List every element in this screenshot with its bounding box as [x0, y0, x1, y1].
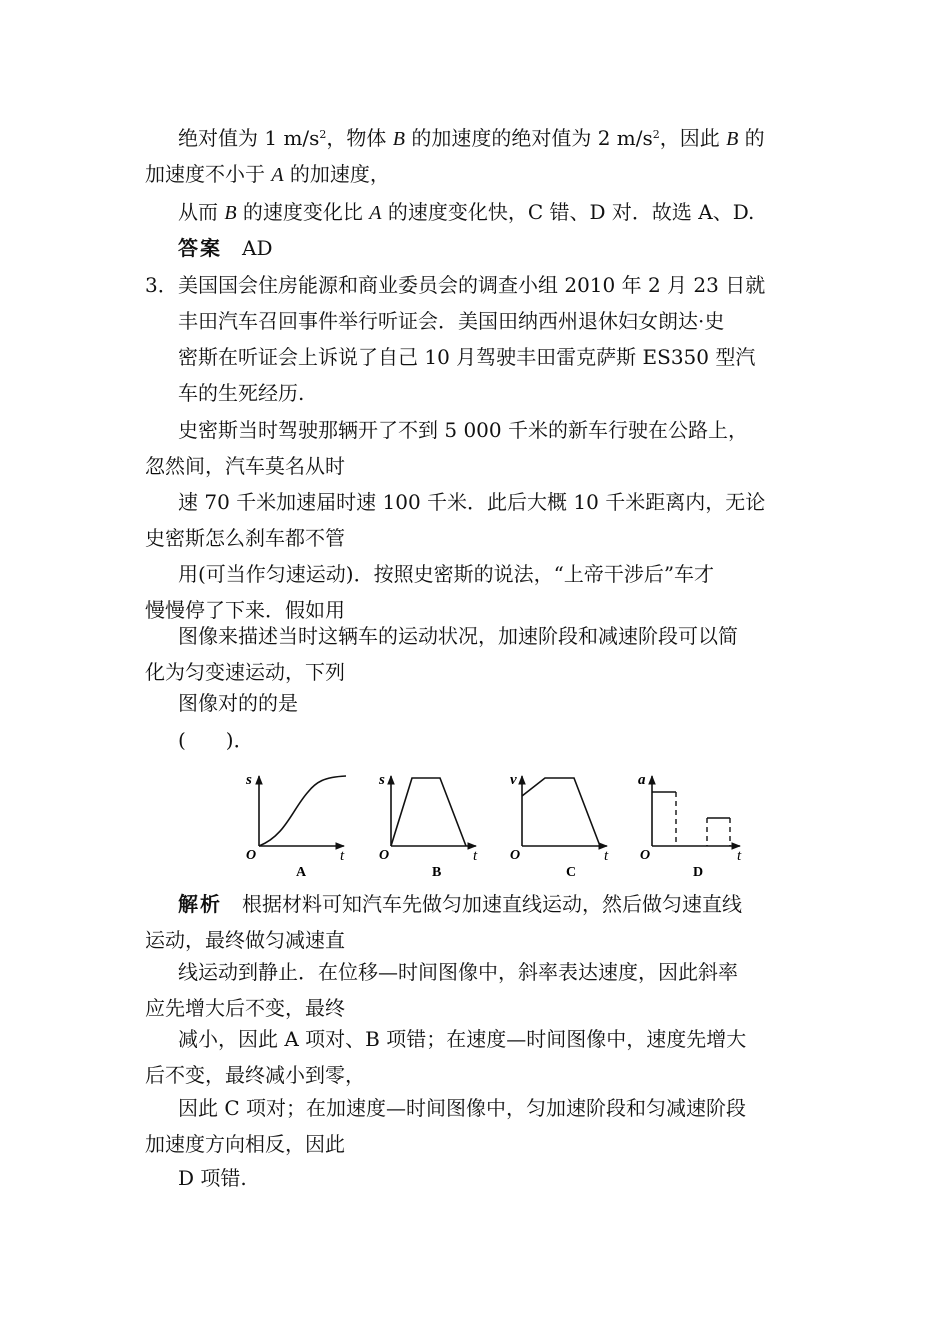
graph-c	[510, 772, 609, 880]
graph-b-origin: O	[379, 848, 390, 863]
analysis-line-3b: 后不变，最终减小到零，	[145, 1063, 365, 1087]
graph-b	[378, 772, 478, 880]
graph-b-x-label: t	[473, 848, 478, 864]
analysis-line-2a: 线运动到静止．在位移—时间图像中，斜率表达速度，因此斜率	[178, 960, 738, 984]
solution-line-3: 从而 B 的速度变化比 A 的速度变化快，C 错、D 对．故选 A、D.	[178, 200, 755, 224]
graph-b-caption: B	[432, 865, 442, 880]
graph-a-origin: O	[246, 848, 257, 863]
graph-options-svg	[240, 770, 760, 882]
graph-c-line	[522, 778, 600, 846]
graph-a-curve	[259, 776, 346, 846]
para-line-3a: 用(可当作匀速运动)．按照史密斯的说法，“上帝干涉后”车才	[178, 562, 715, 586]
question-line-4: 车的生死经历.	[178, 381, 305, 405]
graph-a-y-label: s	[246, 772, 252, 788]
question-line-2: 丰田汽车召回事件举行听证会．美国田纳西州退休妇女朗达·史	[178, 309, 725, 333]
analysis-line-5: D 项错.	[178, 1166, 247, 1190]
para-line-2a: 速 70 千米加速届时速 100 千米．此后大概 10 千米距离内，无论	[178, 490, 766, 514]
graph-d-origin: O	[640, 848, 651, 863]
graph-d	[638, 772, 742, 880]
analysis-line-4a: 因此 C 项对；在加速度—时间图像中，匀加速阶段和匀减速阶段	[178, 1096, 747, 1120]
answer-line	[178, 233, 843, 263]
graph-c-origin: O	[510, 848, 521, 863]
para-line-1b: 忽然间，汽车莫名从时	[145, 454, 345, 478]
analysis-label: 解析	[178, 892, 222, 916]
graph-c-y-label: v	[510, 772, 517, 788]
answer-value: AD	[242, 236, 273, 260]
analysis-line-4b: 加速度方向相反，因此	[145, 1132, 345, 1156]
para-line-4a: 图像来描述当时这辆车的运动状况，加速阶段和减速阶段可以简	[178, 624, 738, 648]
graph-a-caption: A	[296, 865, 307, 880]
question-number: 3．	[145, 273, 178, 297]
para-line-1a: 史密斯当时驾驶那辆开了不到 5 000 千米的新车行驶在公路上，	[178, 418, 748, 442]
graph-a-x-label: t	[340, 848, 345, 864]
graph-b-line	[391, 778, 466, 846]
question-line-3: 密斯在听证会上诉说了自己 10 月驾驶丰田雷克萨斯 ES350 型汽	[178, 345, 756, 369]
question-line-1: 3． 美国国会住房能源和商业委员会的调查小组 2010 年 2 月 23 日就	[145, 273, 766, 297]
answer-blank: ( )．	[178, 728, 254, 752]
para-line-4b: 化为匀变速运动，下列	[145, 660, 345, 684]
analysis-line-3a: 减小，因此 A 项对、B 项错；在速度—时间图像中，速度先增大	[178, 1027, 747, 1051]
para-line-3b: 慢慢停了下来．假如用	[145, 598, 345, 622]
graph-d-y-label: a	[638, 772, 646, 788]
analysis-line-2b: 应先增大后不变，最终	[145, 996, 345, 1020]
graph-d-x-label: t	[737, 848, 742, 864]
graph-c-x-label: t	[604, 848, 609, 864]
graph-options-figure	[240, 770, 760, 886]
para-line-5: 图像对的的是	[178, 691, 298, 715]
answer-label: 答案	[178, 236, 222, 260]
graph-a	[245, 772, 346, 880]
analysis-line-1b: 运动，最终做匀减速直	[145, 928, 345, 952]
graph-c-caption: C	[566, 865, 577, 880]
solution-line-1: 绝对值为 1 $m/s^2$，物体 B 的加速度的绝对值为 2 $m/s^2$，因此 B 的	[178, 126, 765, 150]
solution-line-2: 加速度不小于 A 的加速度，	[145, 162, 390, 186]
para-line-2b: 史密斯怎么刹车都不管	[145, 526, 345, 550]
graph-d-caption: D	[693, 865, 704, 880]
graph-b-y-label: s	[379, 772, 385, 788]
analysis-line-1a: 解析 根据材料可知汽车先做匀加速直线运动，然后做匀速直线	[178, 892, 742, 916]
